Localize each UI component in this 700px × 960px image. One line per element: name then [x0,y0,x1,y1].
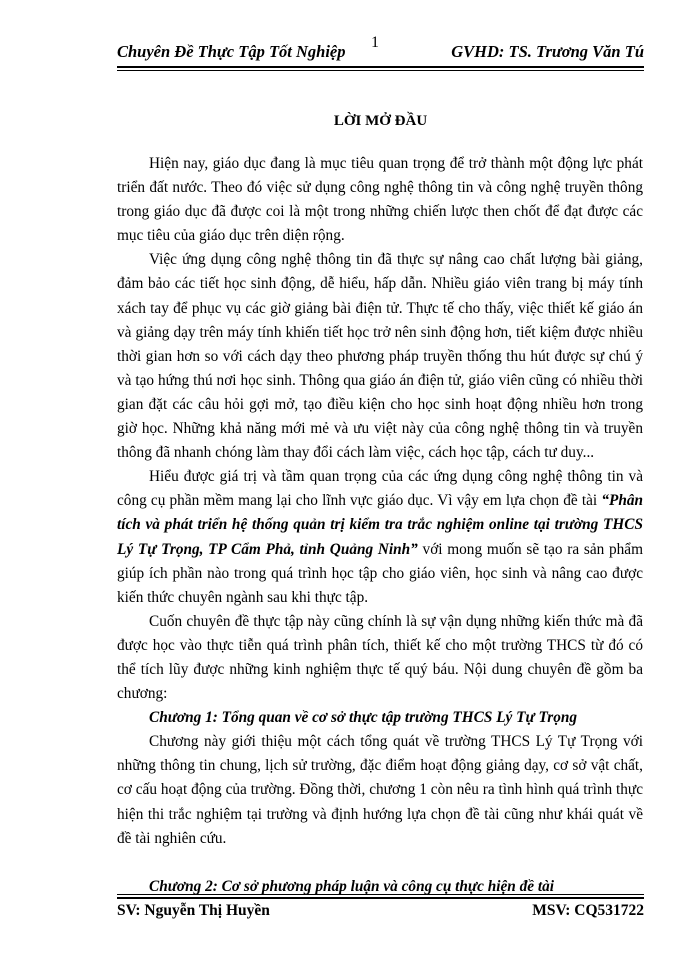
paragraph-3-outro: với mong muốn sẽ tạo ra sản phẩm giúp ích phần nào trong quá trình học tập cho giáo viên, học sinh và nâng cao được kiến thức chuyên ngành sau khi thực tập. [117,540,643,606]
chapter-1-heading: Chương 1: Tổng quan về cơ sở thực tập trường THCS Lý Tự Trọng [149,709,578,727]
footer-student-id: MSV: CQ531722 [532,902,644,919]
paragraph-1: Hiện nay, giáo dục đang là mục tiêu quan trọng để trở thành một động lực phát triển đất nước. Theo đó việc sử dụng công nghệ thông tin và công nghệ truyền thông trong giáo dục đã được coi là một trong những chiến lược then chốt để đạt được các mục tiêu của giáo dục trên diện rộng. [117,155,643,245]
page-number: 1 [371,34,379,51]
page-footer [117,902,644,926]
footer-rule-thick [117,897,644,899]
header-report-title: Chuyên Đề Thực Tập Tốt Nghiệp [117,42,346,61]
section-title: LỜI MỞ ĐẦU [333,113,428,129]
page-header [117,36,644,66]
footer-student-name: SV: Nguyễn Thị Huyền [117,902,270,919]
spacer [117,851,643,875]
chapter-1-summary: Chương này giới thiệu một cách tổng quát về trường THCS Lý Tự Trọng với những thông tin chung, lịch sử trường, đặc điểm hoạt động giảng dạy, cơ sở vật chất, cơ cấu hoạt động của trường. Đồng thời, chương 1 còn nêu ra tình hình quá trình thực hiện thi trắc nghiệm tại trường và định hướng lựa chọn đề tài cũng như khái quát về đề tài nghiên cứu. [117,733,643,847]
document-body [117,152,643,899]
paragraph-4: Cuốn chuyên đề thực tập này cũng chính là sự vận dụng những kiến thức mà đã được học vào thực tiễn quá trình phân tích, thiết kế cho một trường THCS từ đó có thể tích lũy được những kinh nghiệm thực tế quý báu. Nội dung chuyên đề gồm ba chương: [117,612,643,703]
footer-rule-thin [117,894,644,895]
header-rule-thick [117,66,644,68]
header-rule-thin [117,70,644,71]
paragraph-3 [117,465,643,610]
paragraph-2: Việc ứng dụng công nghệ thông tin đã thực sự nâng cao chất lượng bài giảng, đảm bảo các tiết học sinh động, dễ hiểu, hấp dẫn. Nhiều giáo viên trang bị máy tính xách tay để phục vụ các giờ giảng bài điện tử. Thực tế cho thấy, việc thiết kế giáo án và giảng dạy trên máy tính khiến tiết học trở nên sinh động hơn, tiết kiệm được nhiều thời gian hơn so với cách dạy theo phương pháp truyền thống thu hút được sự chú ý và tạo hứng thú nơi học sinh. Thông qua giáo án điện tử, giáo viên cũng có nhiều thời gian đặt các câu hỏi gợi mở, tạo điều kiện cho học sinh hoạt động nhiều hơn trong giờ học. Những khả năng mới mẻ và ưu việt này của công nghệ thông tin và truyền thông đã nhanh chóng làm thay đổi cách làm việc, cách học tập, cách tư duy... [117,251,643,462]
chapter-2-heading: Chương 2: Cơ sở phương pháp luận và công cụ thực hiện đề tài [149,877,555,895]
paragraph-3-intro: Hiểu được giá trị và tầm quan trọng của các ứng dụng công nghệ thông tin và công cụ phần mềm mang lại cho lĩnh vực giáo dục. Vì vậy em lựa chọn đề tài [117,468,643,510]
header-advisor: GVHD: TS. Trương Văn Tú [451,42,644,61]
thesis-topic: “Phân tích và phát triển hệ thống quản trị kiểm tra trắc nghiệm online tại trường THCS Lý Tự Trọng, TP Cẩm Phả, tỉnh Quảng Ninh” [117,492,643,558]
